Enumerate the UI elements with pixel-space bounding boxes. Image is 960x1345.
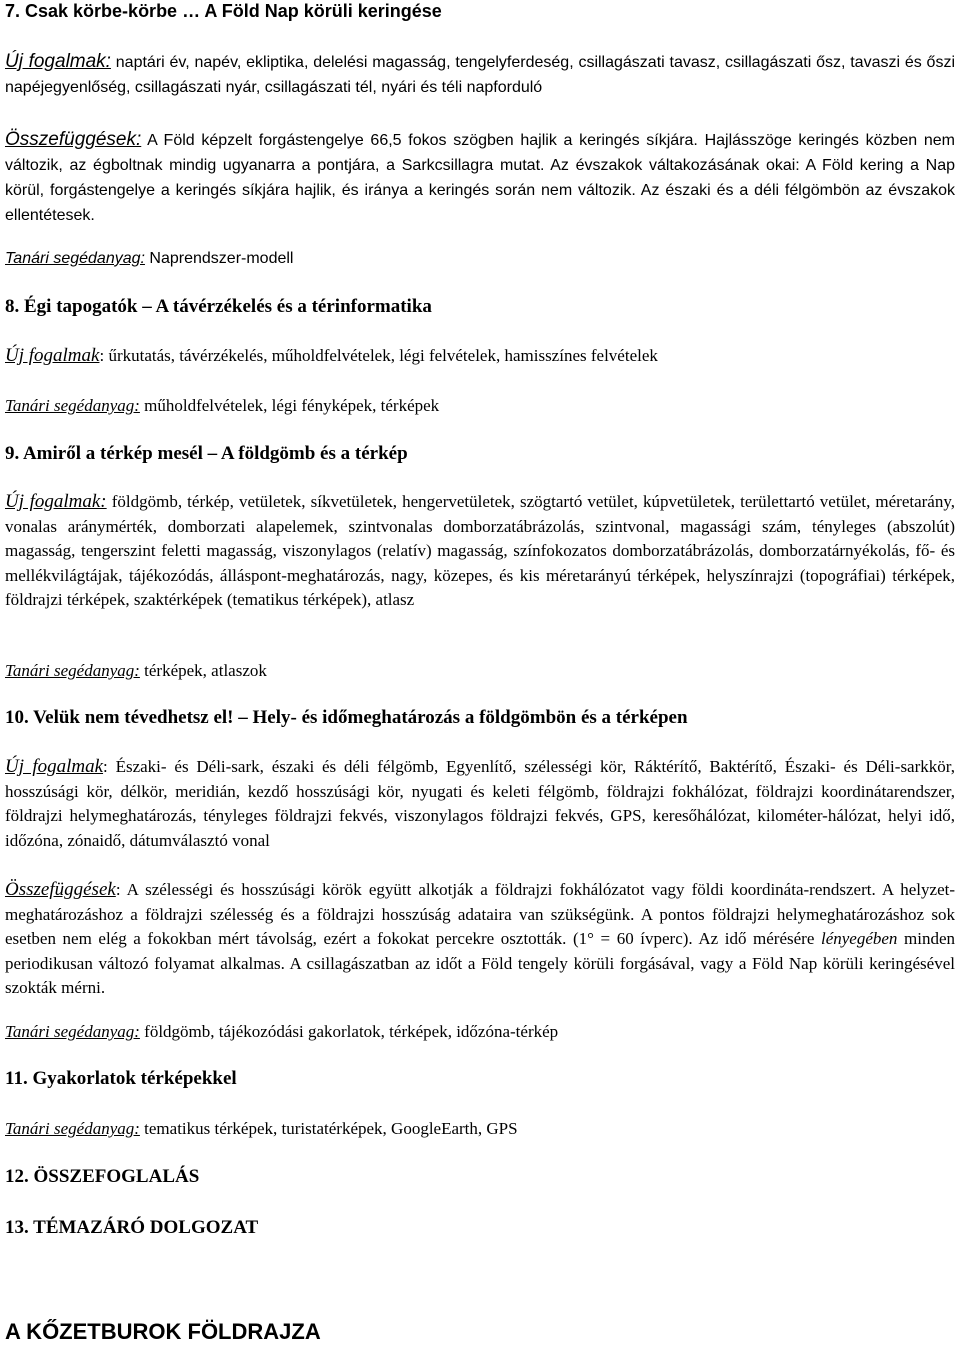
section-7-relations [5,127,955,228]
teacher-material-text: műholdfelvételek, légi fényképek, térképek [139,396,440,415]
section-7-title: 7. Csak körbe-körbe … A Föld Nap körüli keringése [5,1,442,21]
relations-emphasis: lényegében [820,929,898,948]
teacher-material-label: Tanári segédanyag: [5,396,140,415]
section-10-relations [5,878,955,1001]
teacher-material-label: Tanári segédanyag: [5,661,140,680]
teacher-material-label: Tanári segédanyag: [5,1022,140,1041]
new-concepts-label: Új fogalmak [5,756,104,777]
relations-label: Összefüggések: [5,129,142,150]
relations-text: A Föld képzelt forgástengelye 66,5 fokos szögben hajlik a keringés síkjára. Hajlásszöge keringés közben nem változik, az égboltnak mindig ugyanarra a pontjára, a Sarkcsillagra mutat. Az évszakok váltakozásának okai: A Föld kering a Nap körül, forgástengelye a keringés síkjára hajlik, és iránya a keringés során nem változik. Az északi és a déli félgömbön az évszakok ellentétesek. [5,132,955,224]
section-13-title: 13. TÉMAZÁRÓ DOLGOZAT [5,1217,259,1238]
section-8-teacher-material [5,395,955,417]
chapter-title: A KŐZETBUROK FÖLDRAJZA [5,1319,321,1344]
teacher-material-text: térképek, atlaszok [139,661,267,680]
new-concepts-label: Új fogalmak [5,345,100,366]
teacher-material-text: földgömb, tájékozódási gakorlatok, térképek, időzóna-térkép [139,1022,559,1041]
new-concepts-label: Új fogalmak: [5,491,107,512]
section-10-title: 10. Velük nem tévedhetsz el! – Hely- és időmeghatározás a földgömbön és a térképen [5,707,688,728]
section-8-title: 8. Égi tapogatók – A távérzékelés és a térinformatika [5,296,432,317]
new-concepts-text: naptári év, napév, ekliptika, delelési magasság, tengelyferdeség, csillagászati tavasz, csillagászati ősz, tavaszi és őszi napéjegyenlőség, csillagászati nyár, csillagászati tél, nyári és téli napforduló [5,54,955,96]
teacher-material-text: Naprendszer-modell [144,250,294,267]
teacher-material-text: tematikus térképek, turistatérképek, GoogleEarth, GPS [139,1119,518,1138]
section-7-teacher-material [5,248,955,270]
section-11-teacher-material [5,1118,955,1140]
section-7-new-concepts [5,49,955,100]
new-concepts-text: földgömb, térkép, vetületek, síkvetületek, hengervetületek, szögtartó vetület, kúpvetületek, területtartó vetület, méretarány, vonalas aránymérték, domborzati alapelemek, szintvonalas domborzatábrázolás, szintvonal, magassági szám, tényleges (abszolút) magasság, tengerszint feletti magasság, viszonylagos (relatív) magasság, színfokozatos domborzatábrázolás, domborzatárnyékolás, fő- és mellékvilágtájak, tájékozódás, álláspont-meghatározás, nagy, közepes, és kis méretarányú térképek, helyszínrajzi (topográfiai) térképek, földrajzi térképek, szaktérképek (tematikus térképek), atlasz [5,492,956,609]
relations-text-1: : A szélességi és hosszúsági körök együtt alkotják a földrajzi fokhálózatot vagy földi koordináta-rendszert. A helyzet-meghatározáshoz a földrajzi szélesség és a földrajzi hosszúság adataira van szükségünk. A pontos földrajzi helymeghatározáshoz sok esetben nem elég a fokokban mért távolság, ezért a fokokat percekre osztották. (1° = 60 ívperc). Az idő mérésére [5,880,955,948]
new-concepts-label: Új fogalmak: [5,51,111,72]
section-9-title: 9. Amiről a térkép mesél – A földgömb és a térkép [5,443,408,464]
relations-label: Összefüggések [5,879,116,900]
new-concepts-text: : űrkutatás, távérzékelés, műholdfelvételek, légi felvételek, hamisszínes felvételek [99,346,658,365]
section-12-title: 12. ÖSSZEFOGLALÁS [5,1166,200,1187]
section-10-new-concepts [5,755,955,853]
new-concepts-text: : Északi- és Déli-sark, északi és déli félgömb, Egyenlítő, szélességi kör, Ráktérítő, Baktérítő, Északi- és Déli-sarkkör, hosszúsági kör, délkör, meridián, kezdő hosszúsági kör, nyugati és keleti félgömb, földrajzi fokhálózat, földrajzi koordinátarendszer, földrajzi helymeghatározás, tényleges földrajzi fekvés, viszonylagos földrajzi fekvés, GPS, keresőhálózat, kilométer-hálózat, helyi idő, időzóna, zónaidő, dátumválasztó vonal [5,757,955,850]
section-8-new-concepts [5,345,955,367]
teacher-material-label: Tanári segédanyag: [5,1119,140,1138]
section-9-new-concepts [5,490,955,613]
section-9-teacher-material [5,660,955,682]
section-10-teacher-material [5,1021,955,1043]
section-11-title: 11. Gyakorlatok térképekkel [5,1068,237,1089]
teacher-material-label: Tanári segédanyag: [5,250,145,267]
relations-text-2: minden periodikusan változó folyamat alkalmas. A csillagászatban az időt a Föld tengely körüli forgásával, vagy a Föld Nap körüli keringésével szokták mérni. [5,929,955,997]
